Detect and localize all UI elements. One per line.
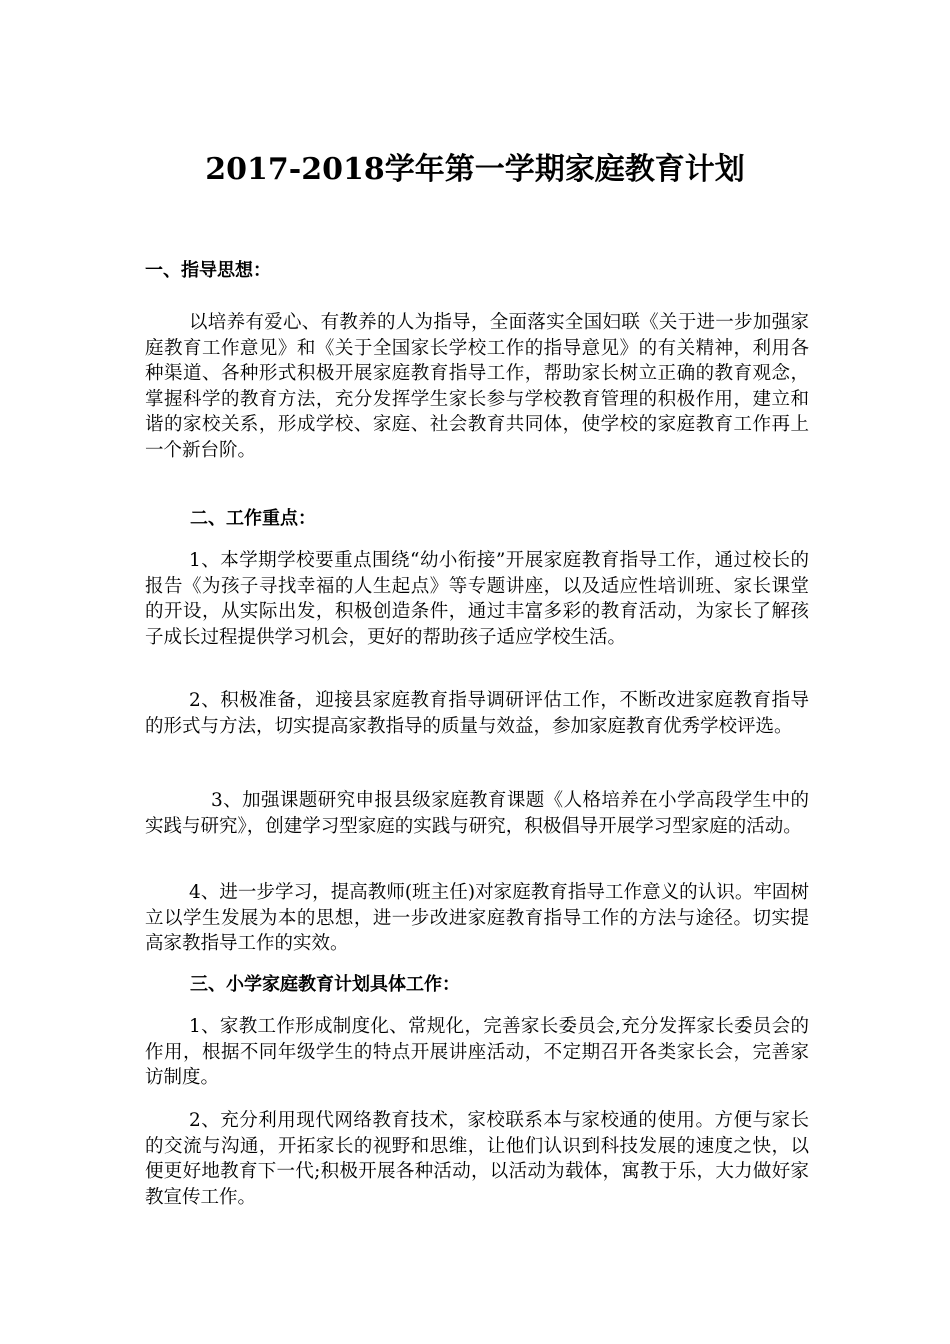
work-focus-item-2: 2、积极准备，迎接县家庭教育指导调研评估工作，不断改进家庭教育指导的形式与方法，切实提高家教指导的质量与效益，参加家庭教育优秀学校评选。 <box>145 690 809 737</box>
section-heading-guiding-ideology: 一、指导思想： <box>145 260 271 281</box>
work-focus-item-4: 4、进一步学习，提高教师(班主任)对家庭教育指导工作意义的认识。牢固树立以学生发展为本的思想，进一步改进家庭教育指导工作的方法与途径。切实提高家教指导工作的实效。 <box>145 882 809 954</box>
specific-work-item-1: 1、家教工作形成制度化、常规化，完善家长委员会,充分发挥家长委员会的作用，根据不同年级学生的特点开展讲座活动，不定期召开各类家长会，完善家访制度。 <box>145 1016 809 1088</box>
work-focus-item-1: 1、本学期学校要重点围绕“幼小衔接”开展家庭教育指导工作，通过校长的报告《为孩子寻找幸福的人生起点》等专题讲座，以及适应性培训班、家长课堂的开设，从实际出发，积极创造条件，通过丰富多彩的教育活动，为家长了解孩子成长过程提供学习机会，更好的帮助孩子适应学校生活。 <box>145 550 809 648</box>
work-focus-item-3: 3、加强课题研究申报县级家庭教育课题《人格培养在小学高段学生中的实践与研究》，创建学习型家庭的实践与研究，积极倡导开展学习型家庭的活动。 <box>145 790 809 837</box>
specific-work-item-2: 2、充分利用现代网络教育技术，家校联系本与家校通的使用。方便与家长的交流与沟通，开拓家长的视野和思维，让他们认识到科技发展的速度之快，以便更好地教育下一代;积极开展各种活动，以活动为载体，寓教于乐，大力做好家教宣传工作。 <box>145 1110 809 1208</box>
section-heading-work-focus: 二、工作重点： <box>190 508 316 529</box>
section-body-guiding-ideology: 以培养有爱心、有教养的人为指导，全面落实全国妇联《关于进一步加强家庭教育工作意见》和《关于全国家长学校工作的指导意见》的有关精神，利用各种渠道、各种形式积极开展家庭教育指导工作，帮助家长树立正确的教育观念，掌握科学的教育方法，充分发挥学生家长参与学校教育管理的积极作用，建立和谐的家校关系，形成学校、家庭、社会教育共同体，使学校的家庭教育工作再上一个新台阶。 <box>145 312 809 461</box>
section-heading-specific-work: 三、小学家庭教育计划具体工作： <box>190 974 460 995</box>
document-title: 2017-2018学年第一学期家庭教育计划 <box>205 152 745 187</box>
